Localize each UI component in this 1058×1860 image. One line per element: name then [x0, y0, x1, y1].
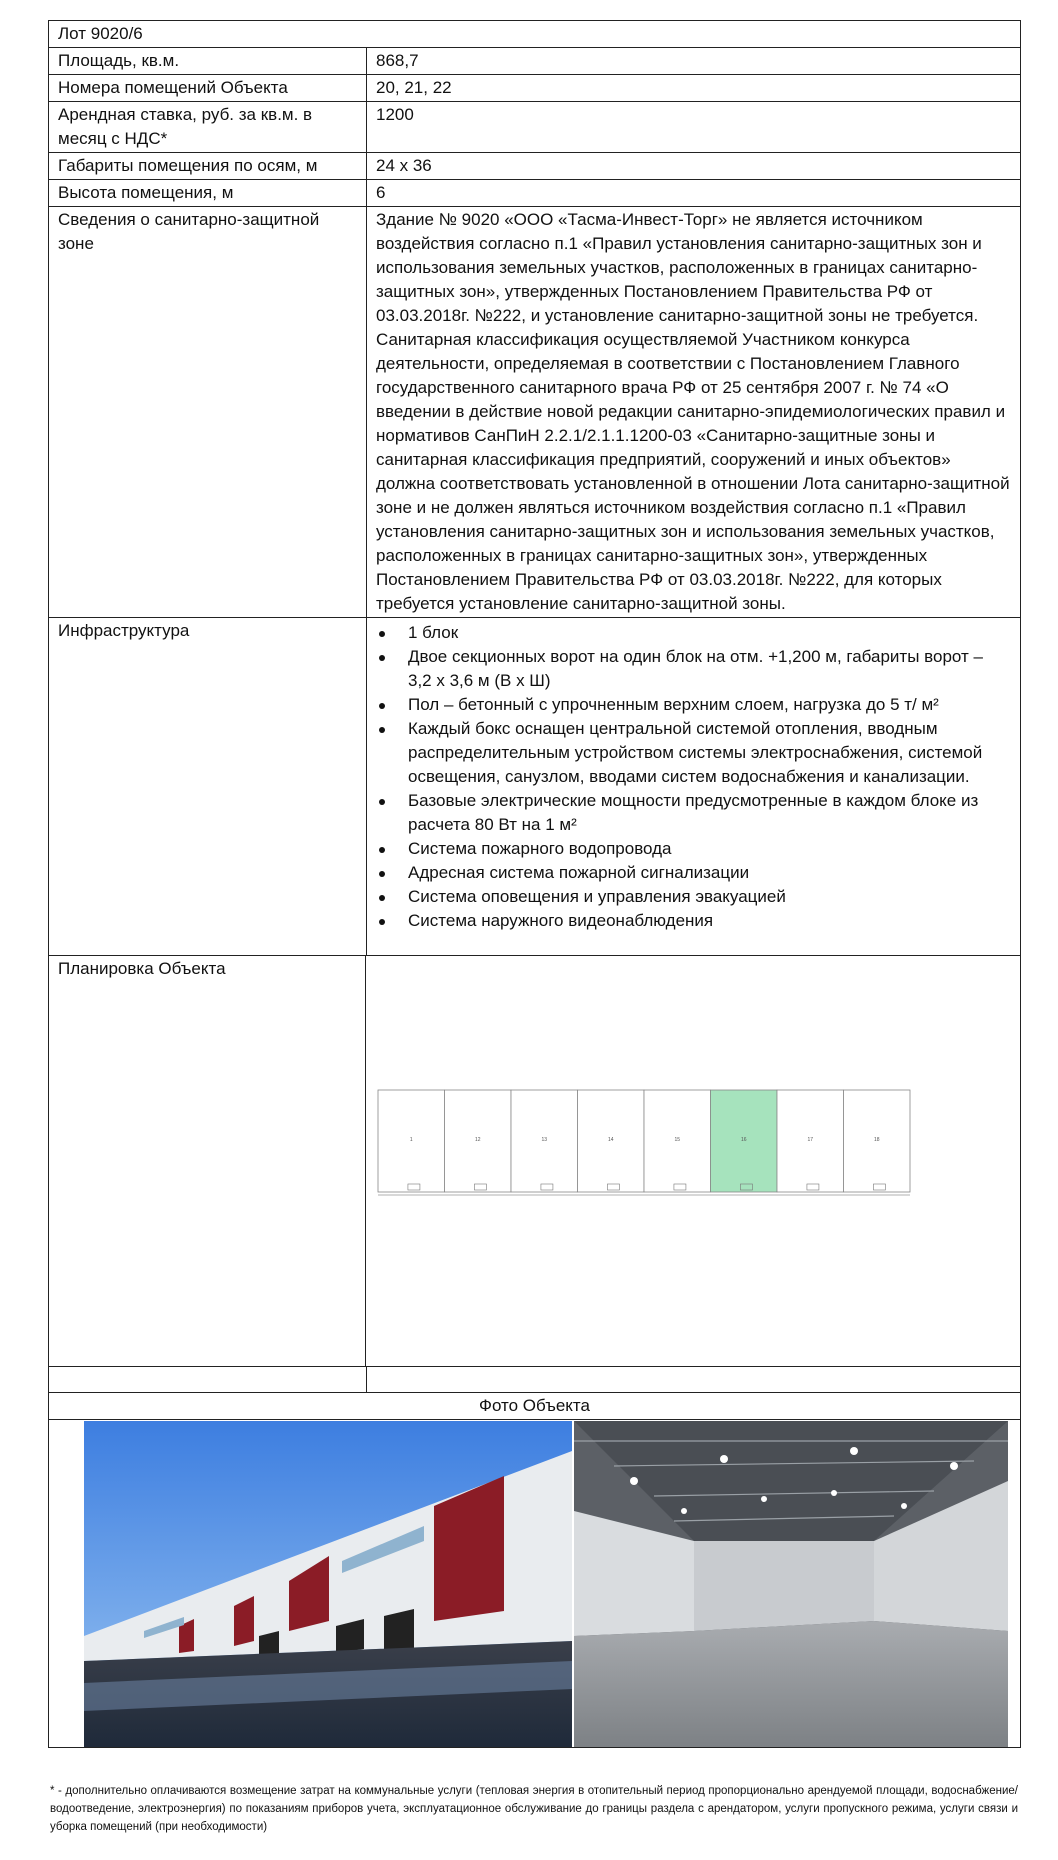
lot-title: Лот 9020/6	[58, 24, 143, 43]
spec-label: Площадь, кв.м.	[49, 48, 367, 74]
list-item: Система оповещения и управления эвакуацией	[376, 885, 1011, 909]
plan-unit-label: 18	[873, 1137, 880, 1143]
floor-plan-diagram	[366, 956, 1020, 1366]
list-item: Базовые электрические мощности предусмотренные в каждом блоке из расчета 80 Вт на 1 м²	[376, 789, 1011, 837]
empty-cell	[49, 1367, 367, 1392]
sanitary-zone-label: Сведения о санитарно-защитной зоне	[49, 207, 367, 617]
spec-value: 6	[376, 183, 386, 202]
list-item: Каждый бокс оснащен центральной системой отопления, вводным распределительным устройством системы электроснабжения, системой освещения, санузлом, вводами систем водоснабжения и канализации.	[376, 717, 1011, 789]
plan-unit-label: 17	[807, 1137, 814, 1143]
plan-cell	[366, 956, 1020, 1366]
photo-cell	[49, 1420, 1020, 1747]
photo-heading-row	[49, 1393, 1020, 1420]
plan-label: Планировка Объекта	[49, 956, 366, 1366]
spec-row-height	[49, 180, 1020, 207]
list-item: Адресная система пожарной сигнализации	[376, 861, 1011, 885]
interior-photo	[574, 1421, 1008, 1747]
sanitary-zone-text: Здание № 9020 «ООО «Тасма-Инвест-Торг» не является источником воздействия согласно п.1 «Правил установления санитарно-защитных зон и использования земельных участков, расположенных в границах санитарно-защитных зон», утвержденных Постановлением Правительства РФ от 03.03.2018г. №222, и установление санитарно-защитной зоны не требуется. Санитарная классификация осуществляемой Участником конкурса деятельности, определяемая в соответствии с Постановлением Главного государственного санитарного врача РФ от 25 сентября 2007 г. № 74 «О введении в действие новой редакции санитарно-эпидемиологических правил и нормативов СанПиН 2.2.1/2.1.1.1200-03 «Санитарно-защитные зоны и санитарная классификация предприятий, сооружений и иных объектов» должна соответствовать установленной в отношении Лота санитарно-защитной зоне и не должен являться источником воздействия согласно п.1 «Правил установления санитарно-защитных зон и использования земельных участков, расположенных в границах санитарно-защитных зон», утвержденных Постановлением Правительства РФ от 03.03.2018г. №222, для которых требуется установление санитарно-защитной зоны.	[376, 210, 1010, 613]
spec-label: Высота помещения, м	[49, 180, 367, 206]
spec-label: Арендная ставка, руб. за кв.м. в месяц с НДС*	[49, 102, 367, 152]
plan-unit-label: 15	[674, 1137, 681, 1143]
plan-row	[49, 956, 1020, 1367]
spec-value: 24 х 36	[376, 156, 432, 175]
spec-row-rent-rate	[49, 102, 1020, 153]
spec-value: 868,7	[376, 51, 419, 70]
infrastructure-cell	[367, 618, 1020, 955]
spec-label: Номера помещений Объекта	[49, 75, 367, 101]
plan-unit-label: 12	[474, 1137, 481, 1143]
list-item: Пол – бетонный с упрочненным верхним слоем, нагрузка до 5 т/ м²	[376, 693, 1011, 717]
empty-cell	[367, 1367, 1020, 1392]
empty-row	[49, 1367, 1020, 1393]
exterior-photo	[84, 1421, 572, 1747]
spec-value: 1200	[376, 105, 414, 124]
list-item: Система пожарного водопровода	[376, 837, 1011, 861]
photo-row	[49, 1420, 1020, 1747]
spec-value: 20, 21, 22	[376, 78, 452, 97]
spec-row-area	[49, 48, 1020, 75]
infrastructure-label: Инфраструктура	[49, 618, 367, 955]
photo-heading: Фото Объекта	[479, 1396, 590, 1415]
spec-row-room-numbers	[49, 75, 1020, 102]
plan-unit-label: 13	[541, 1137, 548, 1143]
list-item: 1 блок	[376, 621, 1011, 645]
spec-row-dimensions	[49, 153, 1020, 180]
plan-unit-label: 14	[607, 1137, 614, 1143]
plan-unit-label: 16	[740, 1137, 747, 1143]
infrastructure-row	[49, 618, 1020, 956]
lot-table	[48, 20, 1021, 1748]
list-item: Двое секционных ворот на один блок на отм. +1,200 м, габариты ворот – 3,2 х 3,6 м (В х Ш)	[376, 645, 1011, 693]
plan-unit-label: 1	[409, 1137, 413, 1143]
infrastructure-list	[376, 619, 1011, 933]
footnote: * - дополнительно оплачиваются возмещение затрат на коммунальные услуги (тепловая энергия в отопительный период пропорционально арендуемой площади, водоснабжение/водоотведение, электроэнергия) по показаниям приборов учета, эксплуатационное обслуживание до границы раздела с арендатором, услуги пропускного режима, услуги связи и уборка помещений (при необходимости)	[50, 1785, 1018, 1833]
list-item: Система наружного видеонаблюдения	[376, 909, 1011, 933]
sanitary-zone-row	[49, 207, 1020, 618]
spec-label: Габариты помещения по осям, м	[49, 153, 367, 179]
lot-title-row	[49, 21, 1020, 48]
